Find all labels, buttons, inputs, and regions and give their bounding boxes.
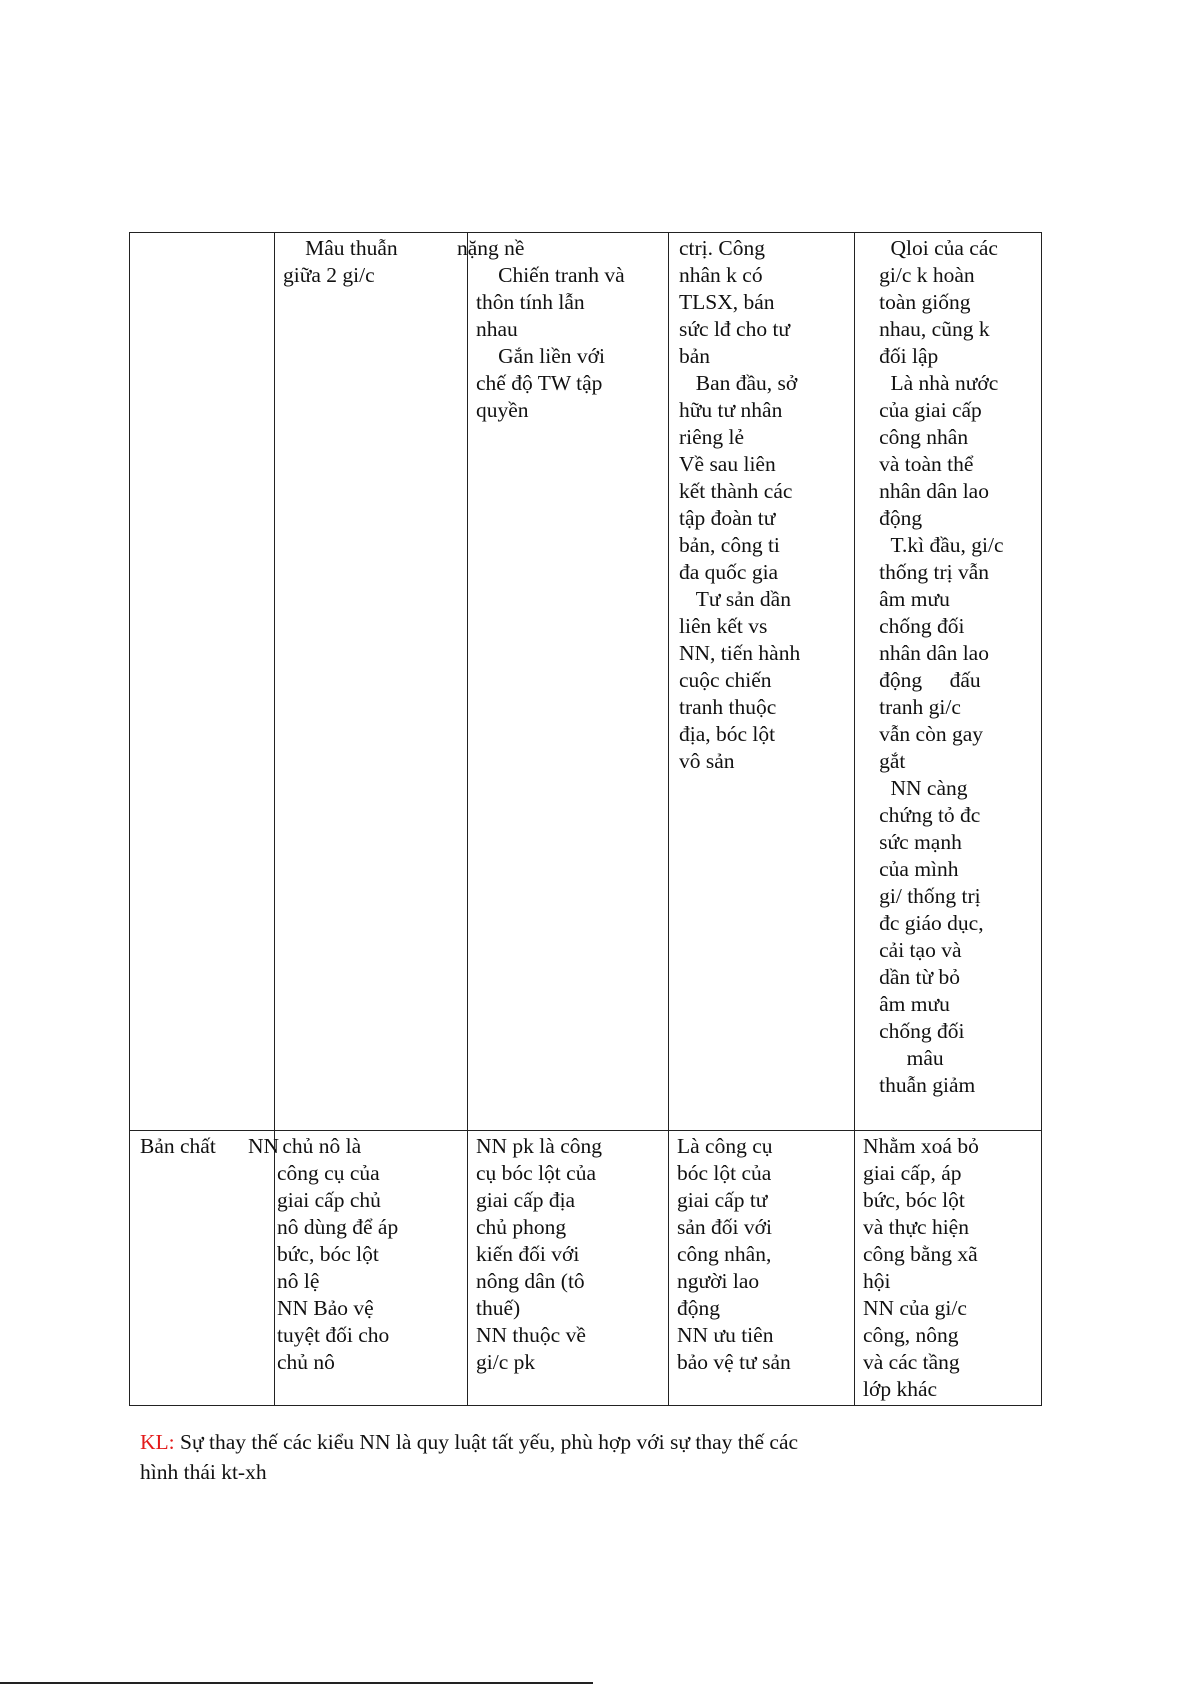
row1-col2-text: Mâu thuẫn giữa 2 gi/c — [283, 236, 387, 287]
row2-col5-text: Nhằm xoá bỏ giai cấp, áp bức, bóc lột và thực hiện công bằng xã hội NN của gi/c công, nông và các tầng lớp khác — [863, 1134, 979, 1401]
table-cell-row2-col3 — [468, 1131, 669, 1406]
row2-col3-text: NN pk là công cụ bóc lột của giai cấp địa chủ phong kiến đối với nông dân (tô thuế) NN thuộc về gi/c pk — [476, 1134, 602, 1374]
table-cell-row1-col1 — [130, 233, 275, 1131]
table-row-ban-chat — [130, 1131, 1042, 1406]
comparison-table — [129, 232, 1042, 1406]
table-cell-row2-col4 — [669, 1131, 855, 1406]
row2-col4-text: Là công cụ bóc lột của giai cấp tư sản đối với công nhân, người lao động NN ưu tiên bảo vệ tư sản — [677, 1134, 791, 1374]
table-cell-row2-col5 — [855, 1131, 1042, 1406]
table-cell-row1-col5 — [855, 233, 1042, 1131]
row1-col3-text: Chiến tranh và thôn tính lẫn nhau Gắn liền với chế độ TW tập quyền — [476, 263, 614, 422]
row1-col2-overflow-text: nặng nề — [457, 236, 525, 260]
conclusion-text: Sự thay thế các kiểu NN là quy luật tất yếu, phù hợp với sự thay thế các hình thái kt-xh — [140, 1430, 799, 1484]
row1-col5-text: Qloi của các gi/c k hoàn toàn giống nhau, cũng k đối lập Là nhà nước của giai cấp công nhân và toàn thể nhân dân lao động T.kì đầu, gi/c thống trị vẫn âm mưu chống đối nhân dân lao động đấu tranh gi/c vẫn còn gay gắt NN càng chứng tỏ đc sức mạnh của mình gi/ thống trị đc giáo dục, cải tạo và dần từ bỏ âm mưu chống đối mâu thuẫn giảm — [878, 236, 992, 1097]
conclusion-label: KL: — [140, 1430, 175, 1454]
table-cell-row2-col2 — [275, 1131, 468, 1406]
row2-col2-prefix: NN — [248, 1134, 280, 1158]
row2-col2-text: chủ nô là công cụ của giai cấp chủ nô dùng để áp bức, bóc lột nô lệ NN Bảo vệ tuyệt đối cho chủ nô — [277, 1134, 399, 1374]
footer-divider — [0, 1682, 593, 1684]
table-cell-row1-col4 — [669, 233, 855, 1131]
table-row-continued — [130, 233, 1042, 1131]
table-cell-row1-col3 — [468, 233, 669, 1131]
conclusion-paragraph — [140, 1427, 1040, 1487]
row2-col1-label: Bản chất — [140, 1134, 216, 1158]
row1-col4-text: ctrị. Công nhân k có TLSX, bán sức lđ cho tư bản Ban đầu, sở hữu tư nhân riêng lẻ Về sau liên kết thành các tập đoàn tư bản, công ti đa quốc gia Tư sản dần liên kết vs NN, tiến hành cuộc chiến tranh thuộc địa, bóc lột vô sản — [679, 236, 801, 773]
table-cell-row2-col1 — [130, 1131, 280, 1406]
table-cell-row1-col2 — [275, 233, 525, 1131]
